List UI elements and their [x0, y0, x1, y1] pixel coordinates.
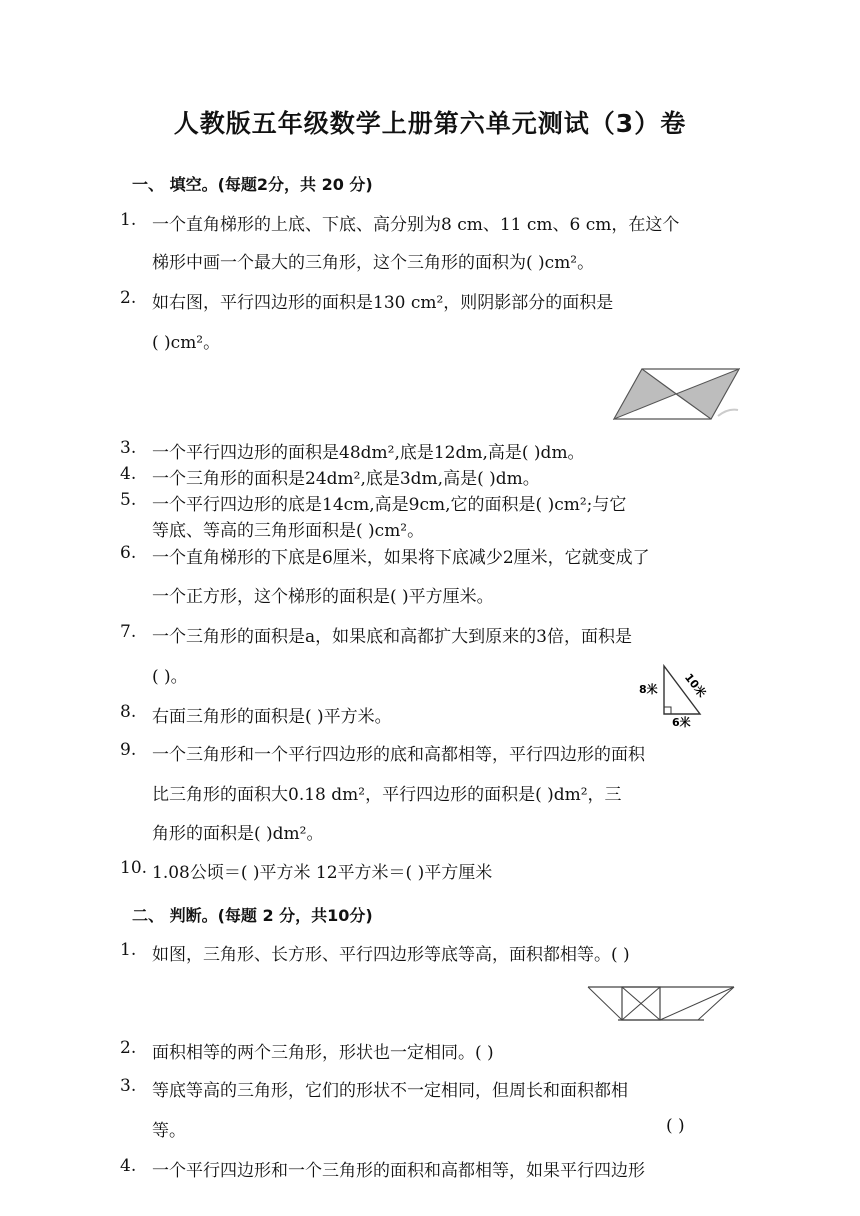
right-triangle-figure	[636, 660, 712, 728]
j2-number: 2.	[120, 1038, 137, 1058]
parallelogram-figure	[614, 366, 740, 422]
q10-line: 1.08公顷＝( )平方米 12平方米＝( )平方厘米	[152, 863, 493, 883]
q2-line-1: 如右图，平行四边形的面积是130 cm²，则阴影部分的面积是	[152, 293, 614, 313]
section-2-heading: 二、 判断。(每题 2 分，共10分)	[132, 906, 373, 925]
q2-number: 2.	[120, 288, 137, 308]
q10-number: 10.	[120, 858, 148, 878]
equal-area-shapes-figure	[588, 984, 734, 1022]
section-1-heading: 一、 填空。(每题2分，共 20 分)	[132, 175, 373, 194]
q5-number: 5.	[120, 490, 137, 510]
q9-number: 9.	[120, 740, 137, 760]
side-label-6m: 6米	[672, 716, 691, 729]
j4-number: 4.	[120, 1156, 137, 1176]
q1-number: 1.	[120, 210, 137, 230]
side-label-8m: 8米	[639, 683, 658, 696]
q5-line-1: 一个平行四边形的底是14cm,高是9cm,它的面积是( )cm²;与它	[152, 495, 627, 515]
q7-line-1: 一个三角形的面积是a，如果底和高都扩大到原来的3倍，面积是	[152, 627, 632, 647]
q7-line-2: ( )。	[152, 667, 188, 687]
q3-line: 一个平行四边形的面积是48dm²,底是12dm,高是( )dm。	[152, 443, 585, 463]
q6-line-2: 一个正方形，这个梯形的面积是( )平方厘米。	[152, 587, 494, 607]
q2-line-2: ( )cm²。	[152, 333, 221, 353]
q6-number: 6.	[120, 543, 137, 563]
page-title: 人教版五年级数学上册第六单元测试（3）卷	[173, 109, 687, 138]
q4-number: 4.	[120, 464, 137, 484]
q9-line-2: 比三角形的面积大0.18 dm²，平行四边形的面积是( )dm²，三	[152, 785, 622, 805]
q3-number: 3.	[120, 438, 137, 458]
q6-line-1: 一个直角梯形的下底是6厘米，如果将下底减少2厘米，它就变成了	[152, 548, 650, 568]
q4-line: 一个三角形的面积是24dm²,底是3dm,高是( )dm。	[152, 469, 540, 489]
j3-line-2: 等。	[152, 1121, 186, 1141]
j2-line: 面积相等的两个三角形，形状也一定相同。( )	[152, 1043, 494, 1063]
q1-line-1: 一个直角梯形的上底、下底、高分别为8 cm、11 cm、6 cm，在这个	[152, 215, 680, 235]
j3-number: 3.	[120, 1076, 137, 1096]
j1-number: 1.	[120, 940, 137, 960]
q1-line-2: 梯形中画一个最大的三角形，这个三角形的面积为( )cm²。	[152, 253, 595, 273]
j3-answer-paren: ( )	[666, 1116, 685, 1136]
j4-line: 一个平行四边形和一个三角形的面积和高都相等，如果平行四边形	[152, 1161, 645, 1181]
q9-line-3: 角形的面积是( )dm²。	[152, 824, 324, 844]
q8-line: 右面三角形的面积是( )平方米。	[152, 707, 392, 727]
q5-line-2: 等底、等高的三角形面积是( )cm²。	[152, 521, 425, 541]
side-label-10m: 10米	[681, 671, 709, 700]
j3-line-1: 等底等高的三角形，它们的形状不一定相同，但周长和面积都相	[152, 1081, 628, 1101]
q8-number: 8.	[120, 702, 137, 722]
q9-line-1: 一个三角形和一个平行四边形的底和高都相等，平行四边形的面积	[152, 745, 645, 765]
j1-line: 如图，三角形、长方形、平行四边形等底等高，面积都相等。( )	[152, 945, 630, 965]
q7-number: 7.	[120, 622, 137, 642]
